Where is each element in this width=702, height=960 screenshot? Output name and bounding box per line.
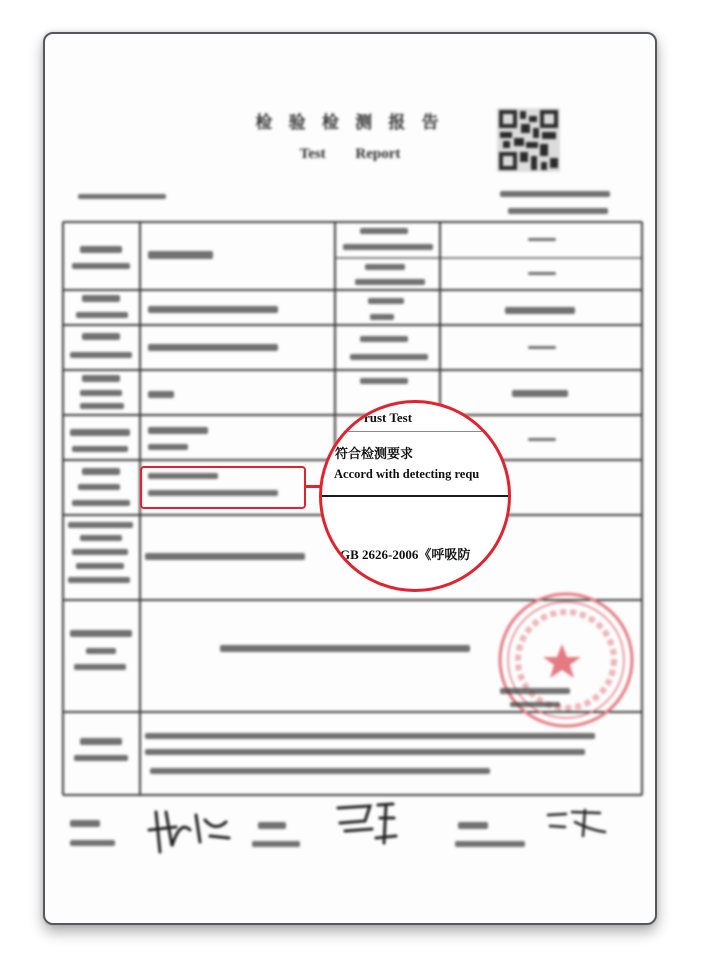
blurred-text	[528, 238, 556, 241]
blurred-text	[145, 749, 585, 755]
blurred-text	[455, 841, 525, 847]
magnified-conclusion-en: Accord with detecting requ	[334, 467, 480, 481]
blurred-text	[370, 314, 394, 320]
blurred-text	[74, 664, 126, 670]
examiner-signature	[338, 804, 396, 843]
blurred-text	[68, 577, 130, 583]
blurred-text	[76, 312, 128, 318]
report-title-english: Test Report	[299, 146, 401, 162]
blurred-text	[343, 244, 433, 250]
blurred-text	[80, 535, 122, 541]
magnifier-circle	[319, 400, 511, 592]
blurred-text	[74, 755, 128, 761]
blurred-text	[80, 390, 122, 396]
blurred-text	[510, 702, 560, 707]
blurred-text	[360, 228, 408, 234]
blurred-text	[148, 444, 188, 450]
blurred-text	[145, 733, 595, 739]
blurred-text	[86, 648, 116, 654]
blurred-text	[512, 390, 568, 397]
blurred-text	[528, 272, 556, 275]
blurred-text	[70, 352, 132, 358]
blurred-text	[70, 840, 115, 846]
blurred-text	[80, 738, 122, 745]
blurred-text	[70, 429, 130, 436]
blurred-text	[220, 645, 470, 652]
report-title-chinese: 检 验 检 测 报 告	[255, 113, 445, 132]
main-examiner-signature	[548, 810, 605, 836]
blurred-text	[252, 841, 300, 847]
blurred-text	[360, 336, 408, 342]
blurred-text	[78, 194, 166, 199]
blurred-text	[70, 820, 100, 827]
blurred-text	[72, 263, 130, 269]
blurred-text	[505, 307, 575, 314]
blurred-text	[80, 246, 122, 253]
blurred-text	[360, 378, 408, 384]
approver-signature	[149, 812, 229, 852]
blurred-text	[80, 403, 124, 409]
blurred-text	[150, 768, 490, 774]
blurred-text	[528, 438, 556, 441]
blurred-text	[528, 346, 556, 349]
blurred-text	[78, 484, 120, 490]
blurred-text	[82, 375, 120, 382]
blurred-text	[82, 333, 120, 340]
blurred-text	[72, 500, 130, 506]
blurred-text	[148, 344, 278, 351]
magnified-table-border	[322, 495, 508, 497]
magnified-standard-reference: GB 2626-2006《呼吸防	[340, 547, 471, 562]
magnified-test-category: rust Test	[364, 410, 413, 425]
blurred-text	[145, 553, 305, 560]
blurred-text	[500, 688, 570, 694]
blurred-text	[458, 822, 488, 829]
blurred-text	[148, 391, 174, 398]
blurred-text	[148, 427, 208, 434]
blurred-text	[76, 563, 124, 569]
blurred-text	[258, 822, 286, 829]
blurred-text	[355, 279, 425, 285]
sample-conditions-highlight	[140, 466, 306, 509]
blurred-text	[148, 306, 278, 313]
blurred-text	[82, 468, 120, 475]
blurred-text	[68, 522, 133, 528]
blurred-text	[365, 264, 405, 270]
blurred-text	[500, 191, 610, 197]
qr-code-icon	[497, 108, 560, 172]
blurred-text	[148, 251, 213, 259]
blurred-text	[350, 354, 428, 360]
magnified-conclusion-cn: 符合检测要求	[335, 446, 414, 461]
blurred-text	[72, 446, 128, 452]
blurred-text	[508, 208, 608, 214]
blurred-text	[72, 549, 128, 555]
magnified-row-divider	[322, 431, 508, 432]
blurred-text	[82, 295, 120, 302]
blurred-text	[70, 630, 132, 637]
blurred-text	[368, 298, 404, 304]
